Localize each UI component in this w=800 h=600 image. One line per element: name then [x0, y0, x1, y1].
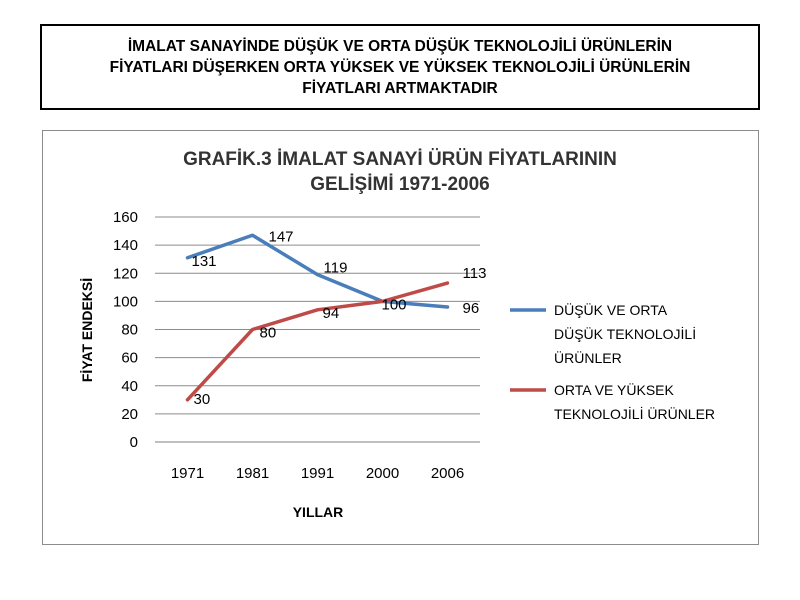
data-label: 96 — [462, 300, 480, 317]
legend — [510, 301, 715, 422]
x-tick-label: 1991 — [300, 465, 335, 482]
data-label: 131 — [191, 252, 217, 270]
data-label: 94 — [322, 304, 340, 322]
y-tick-label: 120 — [112, 265, 138, 283]
x-tick-label: 2006 — [430, 465, 465, 482]
data-label: 80 — [259, 324, 277, 342]
chart-title-line-1: GRAFİK.3 İMALAT SANAYİ ÜRÜN FİYATLARININ — [183, 149, 617, 170]
y-tick-label: 100 — [112, 293, 138, 311]
legend-label: DÜŞÜK TEKNOLOJİLİ — [554, 326, 697, 342]
y-tick-label: 0 — [129, 434, 138, 451]
y-tick-label: 60 — [121, 349, 138, 367]
x-tick-label: 1971 — [170, 465, 205, 482]
data-labels — [192, 228, 487, 408]
headline-line-1: İMALAT SANAYİNDE DÜŞÜK VE ORTA DÜŞÜK TEKNOLOJİLİ ÜRÜNLERİN — [127, 37, 673, 55]
data-label: 119 — [323, 259, 348, 277]
x-axis-label: YILLAR — [292, 504, 344, 520]
y-tick-label: 20 — [121, 405, 138, 423]
legend-label: ÜRÜNLER — [554, 350, 622, 366]
x-axis-ticks — [171, 465, 464, 482]
data-label: 113 — [462, 265, 487, 283]
headline-line-3: FİYATLARI ARTMAKTADIR — [302, 79, 498, 97]
legend-label: DÜŞÜK VE ORTA — [554, 302, 668, 318]
legend-label: ORTA VE YÜKSEK — [554, 382, 674, 398]
legend-label: TEKNOLOJİLİ ÜRÜNLER — [554, 406, 716, 422]
y-tick-label: 80 — [121, 321, 138, 339]
x-tick-label: 2000 — [365, 465, 400, 482]
y-axis-ticks — [113, 209, 138, 451]
data-label: 30 — [193, 390, 211, 408]
y-axis-label: FİYAT ENDEKSİ — [79, 277, 95, 383]
headline-line-2: FİYATLARI DÜŞERKEN ORTA YÜKSEK VE YÜKSEK TEKNOLOJİLİ ÜRÜNLERİN — [109, 58, 691, 76]
chart-title-line-2: GELİŞİMİ 1971-2006 — [310, 174, 490, 195]
y-tick-label: 140 — [112, 237, 138, 255]
y-tick-label: 40 — [121, 377, 138, 395]
x-tick-label: 1981 — [235, 465, 270, 482]
series-lines — [188, 235, 448, 400]
data-label: 147 — [268, 228, 294, 246]
y-tick-label: 160 — [112, 209, 138, 226]
series-line-2 — [188, 283, 448, 400]
series-line-1 — [188, 235, 448, 307]
data-label: 100 — [381, 296, 407, 314]
